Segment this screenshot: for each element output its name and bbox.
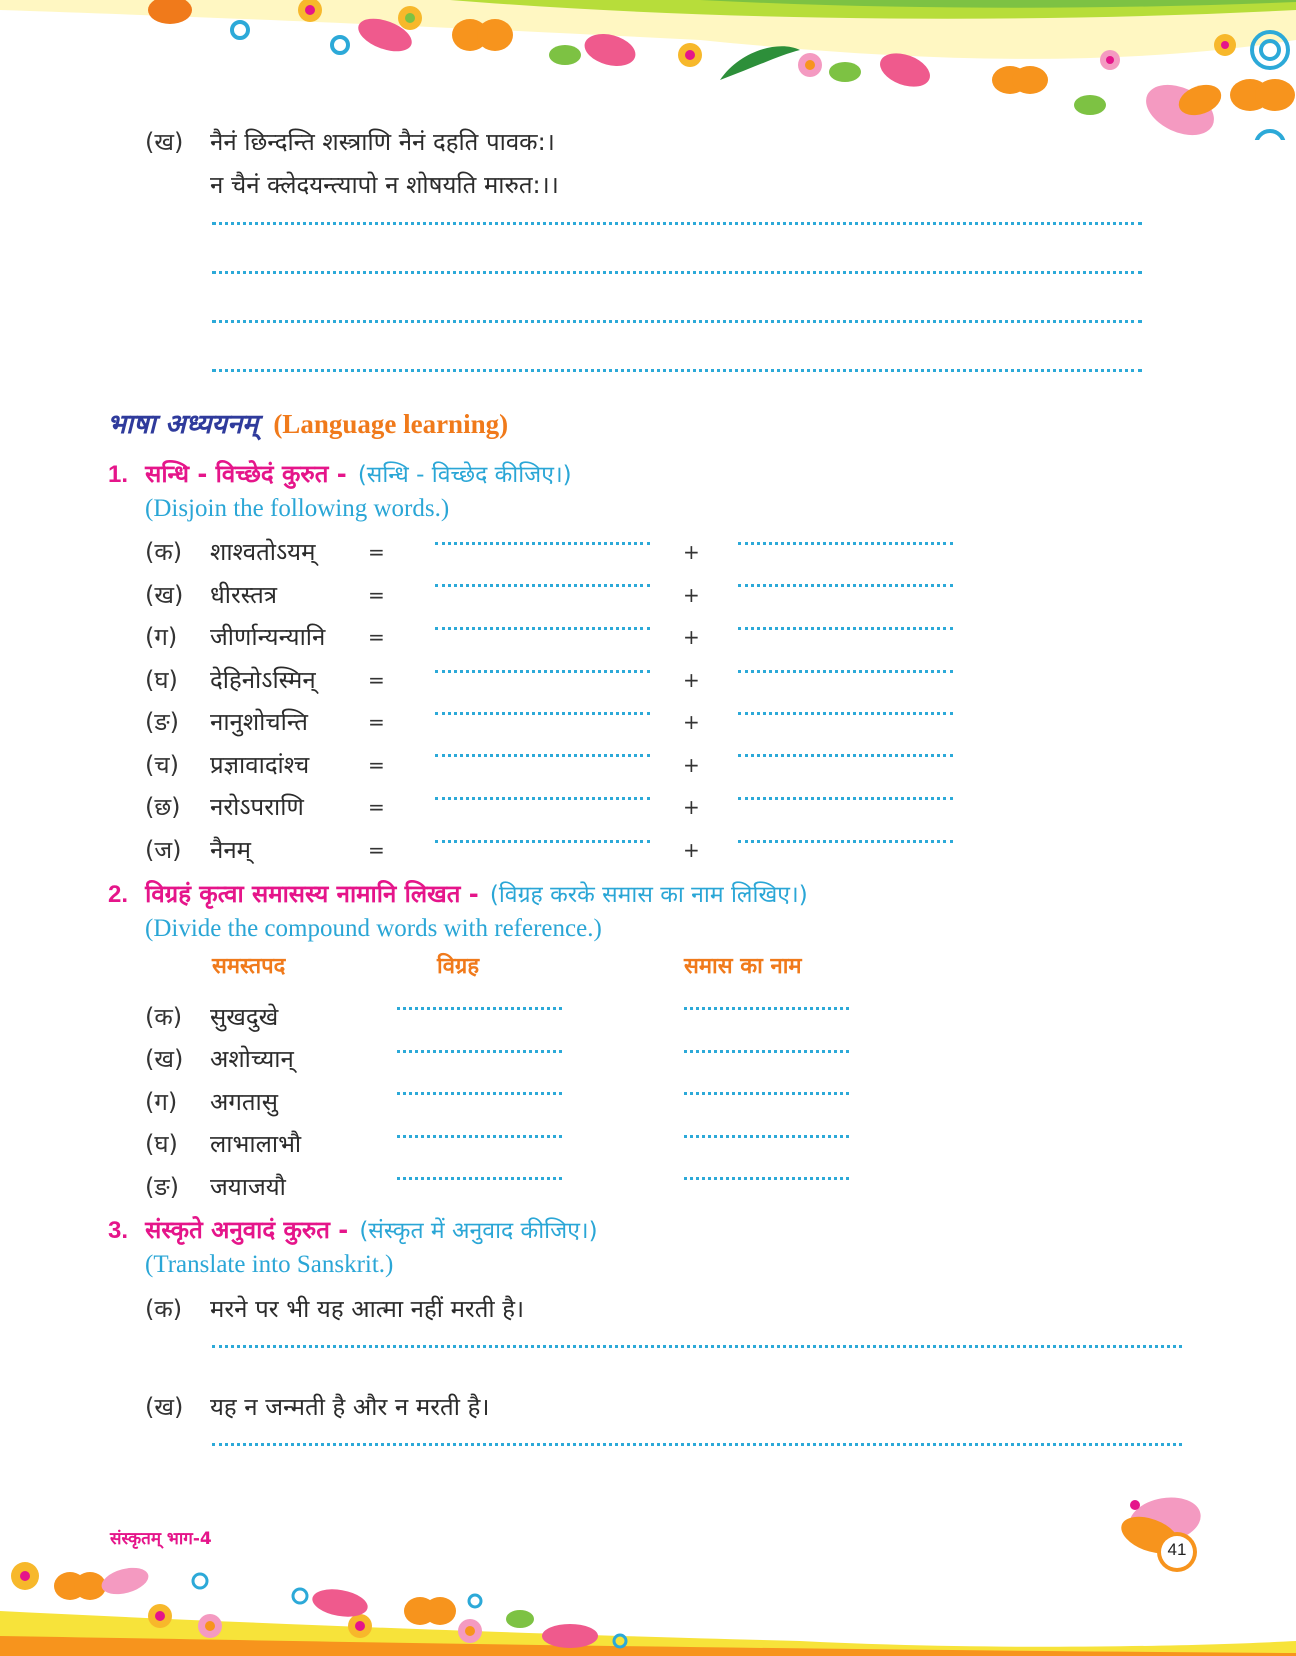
question-title: संस्कृते अनुवादं कुरुत - bbox=[145, 1216, 349, 1244]
answer-line[interactable] bbox=[212, 271, 1142, 274]
answer-blank[interactable] bbox=[684, 1135, 849, 1138]
list-item-marker: (ग) bbox=[145, 1088, 178, 1116]
answer-blank[interactable] bbox=[397, 1092, 562, 1095]
answer-blank[interactable] bbox=[435, 712, 650, 715]
question-2-english: (Divide the compound words with reference.) bbox=[145, 915, 602, 942]
answer-blank[interactable] bbox=[738, 797, 953, 800]
equals-sign: = bbox=[368, 795, 385, 819]
answer-blank[interactable] bbox=[684, 1007, 849, 1010]
list-item-marker: (क) bbox=[145, 538, 183, 566]
answer-blank[interactable] bbox=[435, 840, 650, 843]
list-item-marker: (क) bbox=[145, 1295, 183, 1323]
answer-blank[interactable] bbox=[397, 1050, 562, 1053]
list-item-word: लाभालाभौ bbox=[210, 1130, 302, 1158]
answer-blank[interactable] bbox=[397, 1007, 562, 1010]
equals-sign: = bbox=[368, 625, 385, 649]
bottom-decorative-border bbox=[0, 1541, 1296, 1656]
list-item-marker: (ङ) bbox=[145, 1173, 180, 1201]
answer-blank[interactable] bbox=[684, 1092, 849, 1095]
answer-line[interactable] bbox=[212, 1443, 1182, 1446]
answer-blank[interactable] bbox=[435, 584, 650, 587]
answer-blank[interactable] bbox=[684, 1177, 849, 1180]
list-item-marker: (ख) bbox=[145, 1393, 184, 1421]
translation-sentence: मरने पर भी यह आत्मा नहीं मरती है। bbox=[210, 1295, 525, 1323]
equals-sign: = bbox=[368, 540, 385, 564]
plus-sign: + bbox=[683, 583, 700, 607]
book-title: संस्कृतम् भाग-4 bbox=[110, 1529, 212, 1549]
column-header-compound-name: समास का नाम bbox=[684, 954, 802, 979]
equals-sign: = bbox=[368, 710, 385, 734]
verse-line-2: न चैनं क्लेदयन्त्यापो न शोषयति मारुत:।। bbox=[210, 171, 559, 199]
plus-sign: + bbox=[683, 795, 700, 819]
answer-blank[interactable] bbox=[738, 542, 953, 545]
column-header-analysis: विग्रह bbox=[437, 954, 480, 979]
list-item-word: अगतासु bbox=[210, 1088, 278, 1116]
list-item-word: जीर्णान्यन्यानि bbox=[210, 623, 326, 651]
plus-sign: + bbox=[683, 753, 700, 777]
question-hint: (संस्कृत में अनुवाद कीजिए।) bbox=[359, 1218, 598, 1244]
question-number: 2. bbox=[108, 881, 129, 908]
column-header-compound: समस्तपद bbox=[212, 954, 286, 979]
answer-blank[interactable] bbox=[738, 754, 953, 757]
answer-blank[interactable] bbox=[738, 670, 953, 673]
answer-blank[interactable] bbox=[684, 1050, 849, 1053]
list-item-marker: (छ) bbox=[145, 793, 181, 821]
answer-blank[interactable] bbox=[738, 584, 953, 587]
verse-marker: (ख) bbox=[145, 128, 184, 156]
list-item-marker: (ज) bbox=[145, 836, 182, 864]
question-3-english: (Translate into Sanskrit.) bbox=[145, 1251, 394, 1278]
answer-line[interactable] bbox=[212, 1345, 1182, 1348]
question-2-heading bbox=[108, 877, 808, 910]
section-heading bbox=[107, 404, 508, 441]
translation-sentence: यह न जन्मती है और न मरती है। bbox=[210, 1393, 490, 1421]
answer-line[interactable] bbox=[212, 320, 1142, 323]
answer-blank[interactable] bbox=[738, 712, 953, 715]
list-item-word: नरोऽपराणि bbox=[210, 793, 304, 821]
top-decorative-border bbox=[0, 0, 1296, 140]
list-item-word: शाश्वतोऽयम् bbox=[210, 538, 316, 566]
question-number: 1. bbox=[108, 461, 129, 488]
list-item-word: सुखदुखे bbox=[210, 1003, 279, 1031]
question-1-heading bbox=[108, 457, 572, 490]
list-item-word: प्रज्ञावादांश्च bbox=[210, 751, 310, 779]
list-item-word: धीरस्तत्र bbox=[210, 581, 278, 609]
list-item-marker: (घ) bbox=[145, 666, 178, 694]
equals-sign: = bbox=[368, 753, 385, 777]
question-title: सन्धि - विच्छेदं कुरुत - bbox=[145, 460, 347, 488]
answer-blank[interactable] bbox=[397, 1177, 562, 1180]
answer-blank[interactable] bbox=[435, 627, 650, 630]
list-item-word: नानुशोचन्ति bbox=[210, 708, 308, 736]
list-item-marker: (क) bbox=[145, 1003, 183, 1031]
answer-line[interactable] bbox=[212, 222, 1142, 225]
question-1-english: (Disjoin the following words.) bbox=[145, 495, 450, 522]
list-item-word: अशोच्यान् bbox=[210, 1045, 294, 1073]
list-item-marker: (ख) bbox=[145, 581, 184, 609]
list-item-word: देहिनोऽस्मिन् bbox=[210, 666, 316, 694]
plus-sign: + bbox=[683, 625, 700, 649]
answer-blank[interactable] bbox=[435, 542, 650, 545]
list-item-marker: (ङ) bbox=[145, 708, 180, 736]
question-hint: (सन्धि - विच्छेद कीजिए।) bbox=[357, 462, 572, 488]
question-3-heading bbox=[108, 1213, 598, 1246]
plus-sign: + bbox=[683, 668, 700, 692]
equals-sign: = bbox=[368, 838, 385, 862]
plus-sign: + bbox=[683, 838, 700, 862]
equals-sign: = bbox=[368, 583, 385, 607]
list-item-word: जयाजयौ bbox=[210, 1173, 286, 1201]
answer-blank[interactable] bbox=[738, 840, 953, 843]
answer-blank[interactable] bbox=[435, 670, 650, 673]
section-title-hindi: भाषा अध्ययनम् bbox=[107, 409, 259, 440]
list-item-marker: (ग) bbox=[145, 623, 178, 651]
question-hint: (विग्रह करके समास का नाम लिखिए।) bbox=[489, 882, 808, 908]
list-item-marker: (ख) bbox=[145, 1045, 184, 1073]
section-title-english: (Language learning) bbox=[273, 409, 509, 439]
plus-sign: + bbox=[683, 540, 700, 564]
list-item-word: नैनम् bbox=[210, 836, 251, 864]
verse-line-1: नैनं छिन्दन्ति शस्त्राणि नैनं दहति पावक:। bbox=[210, 128, 555, 156]
question-title: विग्रहं कृत्वा समासस्य नामानि लिखत - bbox=[145, 880, 479, 908]
leaf-decoration bbox=[506, 1610, 534, 1628]
answer-blank[interactable] bbox=[435, 797, 650, 800]
question-number: 3. bbox=[108, 1217, 129, 1244]
equals-sign: = bbox=[368, 668, 385, 692]
answer-blank[interactable] bbox=[397, 1135, 562, 1138]
answer-blank[interactable] bbox=[435, 754, 650, 757]
answer-line[interactable] bbox=[212, 369, 1142, 372]
plus-sign: + bbox=[683, 710, 700, 734]
page-number: 41 bbox=[1167, 1540, 1187, 1559]
answer-blank[interactable] bbox=[738, 627, 953, 630]
list-item-marker: (घ) bbox=[145, 1130, 178, 1158]
list-item-marker: (च) bbox=[145, 751, 179, 779]
